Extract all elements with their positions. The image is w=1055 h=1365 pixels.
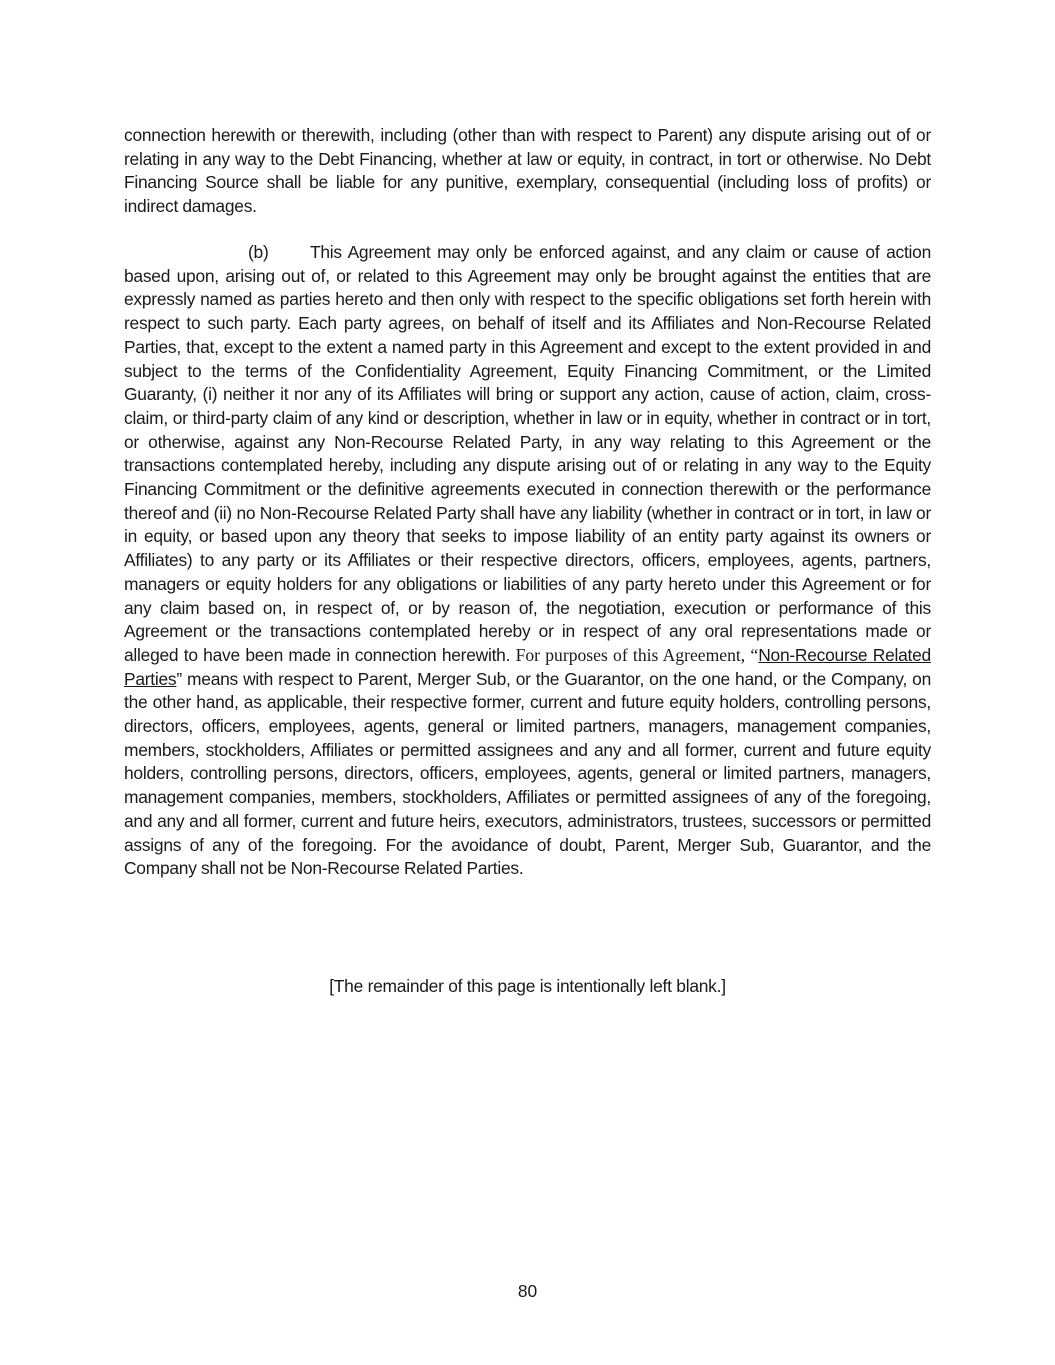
defined-term-non-recourse-related-parties: Non-Recourse Related Parties [124, 644, 931, 689]
paragraph-b-body: This Agreement may only be enforced against, and any claim or cause of action based upon, arising out of, or related to this Agreement may only be brought against the entities that are expressly named as parties hereto and then only with respect to the specific obligations set forth herein with respect to such party. Each party agrees, on behalf of itself and its Affiliates and Non-Recourse Related Parties, that, except to the extent a named party in this Agreement and except to the extent provided in and subject to the terms of the Confidentiality Agreement, Equity Financing Commitment, or the Limited Guaranty, (i) neither it nor any of its Affiliates will bring or support any action, cause of action, claim, cross-claim, or third-party claim of any kind or description, whether in law or in equity, whether in contract or in tort, or otherwise, against any Non-Recourse Related Party, in any way relating to this Agreement or the transactions contemplated hereby, including any dispute arising out of or relating in any way to the Equity Financing Commitment or the definitive agreements executed in connection therewith or the performance thereof and (ii) no Non-Recourse Related Party shall have any liability (whether in contract or in tort, in law or in equity, or based upon any theory that seeks to impose liability of an entity party against its owners or Affiliates) to any party or its Affiliates or their respective directors, officers, employees, agents, partners, managers or equity holders for any obligations or liabilities of any party hereto under this Agreement or for any claim based on, in respect of, or by reason of, the negotiation, execution or performance of this Agreement or the transactions contemplated hereby or in respect of any oral representations made or alleged to have been made in connection herewith. [124, 242, 931, 665]
paragraph-continuation: connection herewith or therewith, including (other than with respect to Parent) any dispute arising out of or relating in any way to the Debt Financing, whether at law or equity, in contract, in tort or otherwise. No Debt Financing Source shall be liable for any punitive, exemplary, consequential (including loss of profits) or indirect damages. [124, 125, 931, 217]
page-number: 80 [517, 1281, 538, 1301]
definition-body: ” means with respect to Parent, Merger Sub, or the Guarantor, on the one hand, or the Company, on the other hand, as applicable, their respective former, current and future equity holders, controlling persons, directors, officers, employees, agents, general or limited partners, managers, management companies, members, stockholders, Affiliates or permitted assignees and any and all former, current and future equity holders, controlling persons, directors, officers, employees, agents, general or limited partners, managers, management companies, members, stockholders, Affiliates or permitted assignees of any of the foregoing, and any and all former, current and future heirs, executors, administrators, trustees, successors or permitted assigns of any of the foregoing. For the avoidance of doubt, Parent, Merger Sub, Guarantor, and the Company shall not be Non-Recourse Related Parties. [124, 668, 931, 879]
definition-lead: For purposes of this Agreement, “ [515, 644, 759, 665]
paragraph-b [124, 241, 931, 881]
paragraph-b-label: (b) [248, 242, 269, 262]
intentionally-blank-note: [The remainder of this page is intentionally left blank.] [329, 976, 726, 996]
